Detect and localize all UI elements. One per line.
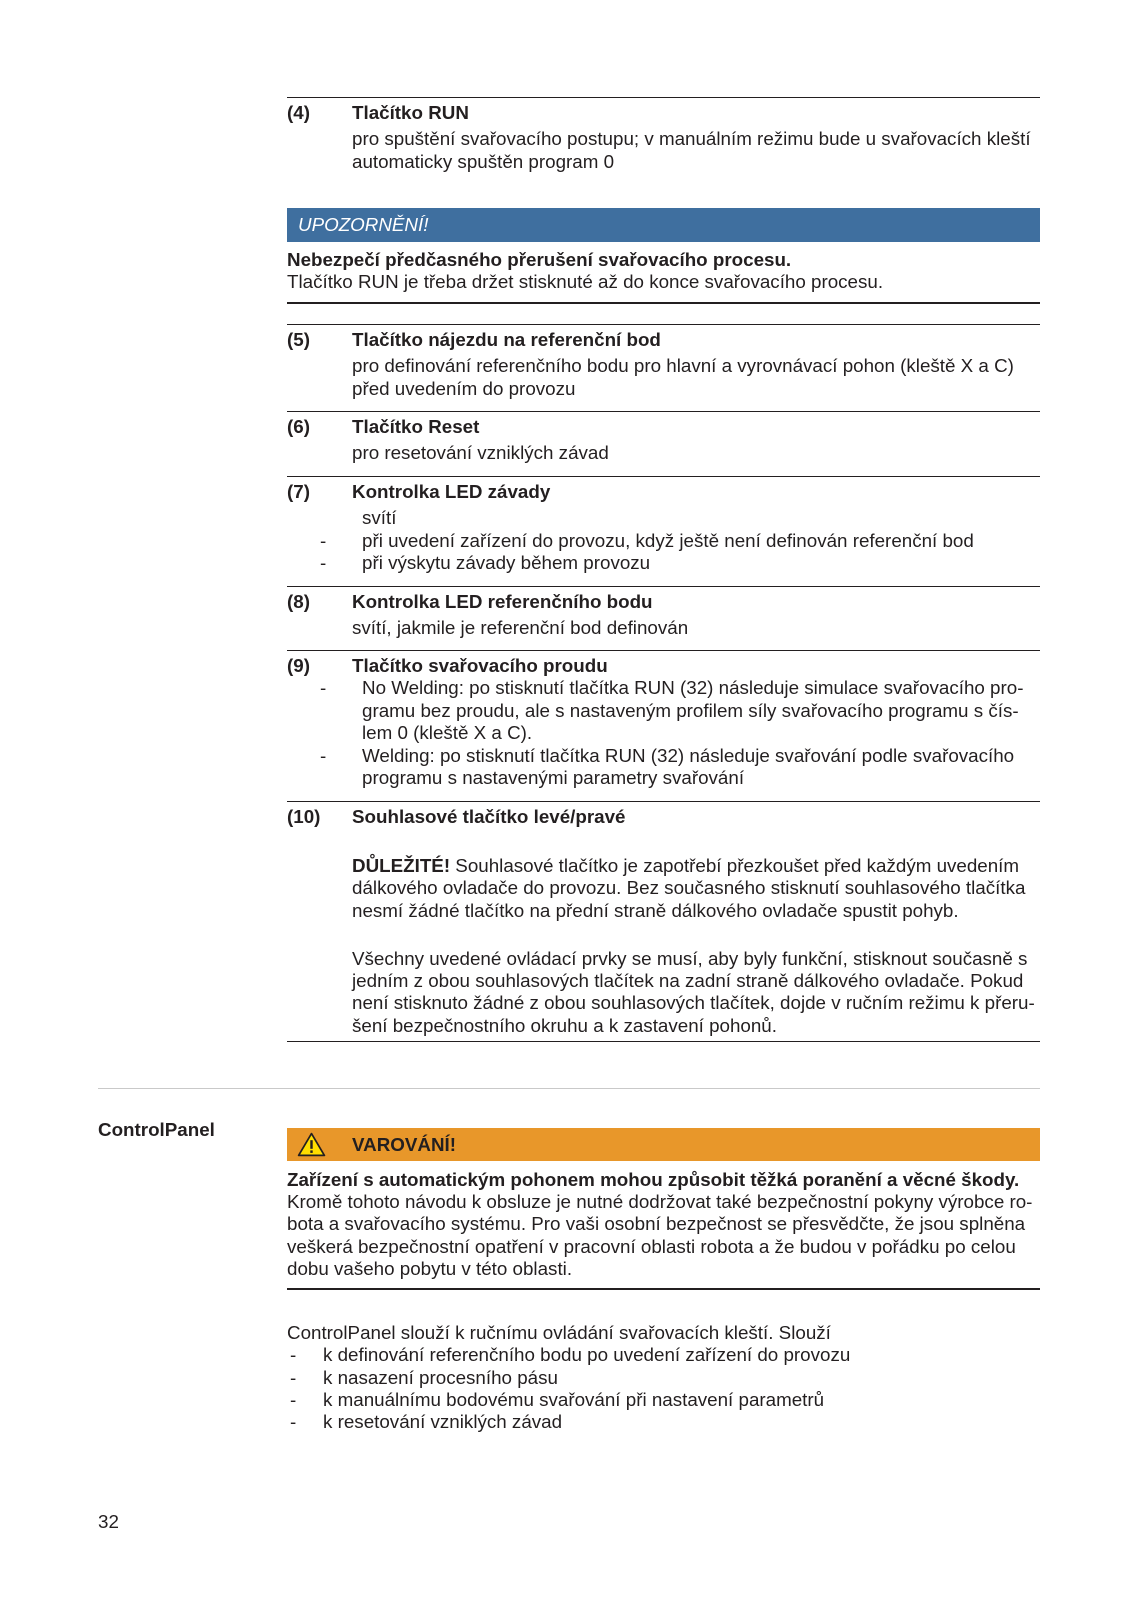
section-title: ControlPanel — [98, 1118, 215, 1140]
important-label: DŮLEŽITÉ! — [352, 854, 451, 876]
list-item-continuation — [287, 700, 1040, 722]
item-number: (4) — [287, 102, 310, 123]
paragraph-line: není stisknuto žádné z obou souhlasových tlačítek, dojde v ručním režimu k přeru- — [352, 992, 1035, 1014]
list-item-text: gramu bez proudu, ale s nastaveným profilem síly svařovacího programu s čís- — [362, 699, 1019, 721]
list-item — [287, 1389, 1040, 1411]
controls-paragraph — [352, 948, 1040, 1038]
paragraph-line: jedním z obou souhlasových tlačítek na zadní straně dálkového ovladače. Pokud — [352, 969, 1024, 991]
control-panel-intro: ControlPanel slouží k ručnímu ovládání svařovacích kleští. Slouží — [287, 1321, 831, 1343]
item-description — [352, 128, 1040, 173]
paragraph-line: Všechny uvedené ovládací prvky se musí, aby byly funkční, stisknout současně s — [352, 947, 1028, 969]
item-number: (6) — [287, 416, 310, 437]
item-title: Kontrolka LED závady — [352, 481, 551, 502]
warning-heading: Zařízení s automatickým pohonem mohou způsobit těžká poranění a věcné škody. — [287, 1169, 1020, 1190]
list-item-text: při uvedení zařízení do provozu, když ještě není definován referenční bod — [362, 529, 974, 551]
item-number: (8) — [287, 591, 310, 612]
list-item — [287, 530, 1040, 552]
list-item-text: k manuálnímu bodovému svařování při nastavení parametrů — [323, 1388, 825, 1410]
list-item-continuation — [287, 722, 1040, 744]
paragraph-line: dálkového ovladače do provozu. Bez současného stisknutí souhlasového tlačítka — [352, 877, 1026, 899]
bullet-marker: - — [320, 677, 327, 699]
item-6 — [287, 411, 1040, 465]
item-title: Tlačítko nájezdu na referenční bod — [352, 329, 661, 350]
warning-text-line: veškerá bezpečnostní opatření v pracovní oblasti robota a že budou v pořádku po celou — [287, 1235, 1016, 1257]
item-10 — [287, 801, 1040, 1037]
bullet-marker: - — [320, 744, 327, 766]
item-title: Souhlasové tlačítko levé/pravé — [352, 806, 626, 827]
paragraph-line — [352, 855, 1040, 877]
item-9 — [287, 650, 1040, 789]
caution-bar — [287, 208, 1040, 242]
description-line: pro definování referenčního bodu pro hlavní a vyrovnávací pohon (kleště X a C) — [352, 355, 1014, 377]
paragraph-text: Souhlasové tlačítko je zapotřebí přezkoušet před každým uvedením — [455, 854, 1020, 876]
caution-text: Tlačítko RUN je třeba držet stisknuté až do konce svařovacího procesu. — [287, 271, 884, 293]
list-item-text: Welding: po stisknutí tlačítka RUN (32) následuje svařování podle svařovacího — [362, 744, 1015, 766]
item-8 — [287, 586, 1040, 640]
control-panel-description — [287, 1322, 1040, 1434]
item-number: (5) — [287, 329, 310, 350]
warning-text-line: dobu vašeho pobytu v této oblasti. — [287, 1257, 573, 1279]
item-number: (7) — [287, 481, 310, 502]
description-line: pro resetování vzniklých závad — [352, 442, 609, 464]
list-item-text: k nasazení procesního pásu — [323, 1366, 558, 1388]
warning-text-line: Kromě tohoto návodu k obsluze je nutné dodržovat také bezpečnostní pokyny výrobce ro- — [287, 1191, 1033, 1213]
item-5 — [287, 324, 1040, 400]
section-divider — [98, 1088, 1040, 1089]
description-line: pro spuštění svařovacího postupu; v manuálním režimu bude u svařovacích kleští — [352, 128, 1031, 150]
item-header — [287, 481, 1040, 503]
list-item — [287, 745, 1040, 767]
list-item-text: No Welding: po stisknutí tlačítka RUN (32) následuje simulace svařovacího pro- — [362, 677, 1024, 699]
paragraph-line: nesmí žádné tlačítko na přední straně dálkového ovladače spustit pohyb. — [352, 899, 959, 921]
item-header — [287, 806, 1040, 828]
item-description — [352, 617, 1040, 639]
list-item-text: programu s nastavenými parametry svařování — [362, 766, 745, 788]
list-item — [287, 1411, 1040, 1433]
description-line: svítí, jakmile je referenční bod definován — [352, 617, 689, 639]
list-item-text: při výskytu závady během provozu — [362, 552, 651, 574]
bullet-marker: - — [290, 1388, 297, 1410]
bullet-marker: - — [290, 1366, 297, 1388]
item-7 — [287, 476, 1040, 575]
warning-text-line: bota a svařovacího systému. Pro vaši osobní bezpečnost se přesvědčte, že jsou splněna — [287, 1213, 1026, 1235]
caution-label: UPOZORNĚNÍ! — [298, 214, 429, 235]
item-title: Kontrolka LED referenčního bodu — [352, 591, 653, 612]
list-item — [287, 677, 1040, 699]
list-item-continuation — [287, 767, 1040, 789]
warning-bar — [287, 1128, 1040, 1161]
list-item — [287, 1367, 1040, 1389]
item-intro: svítí — [362, 507, 397, 529]
item-header — [287, 102, 1040, 124]
item-description — [352, 355, 1040, 400]
warning-body — [287, 1169, 1040, 1280]
bullet-marker: - — [290, 1344, 297, 1366]
warning-triangle-icon — [297, 1132, 326, 1157]
item-header — [287, 329, 1040, 351]
item-list-end-rule — [287, 1041, 1040, 1042]
item-title: Tlačítko Reset — [352, 416, 480, 437]
item-number: (9) — [287, 655, 310, 676]
caution-heading: Nebezpečí předčasného přerušení svařovacího procesu. — [287, 249, 792, 270]
item-header — [287, 416, 1040, 438]
description-line: před uvedením do provozu — [352, 377, 576, 399]
warning-notice — [287, 1128, 1040, 1290]
warning-label: VAROVÁNÍ! — [352, 1134, 456, 1155]
list-item-text: k resetování vzniklých závad — [323, 1411, 563, 1433]
item-number: (10) — [287, 806, 321, 827]
item-description — [352, 442, 1040, 464]
bullet-marker: - — [320, 529, 327, 551]
list-item-text: lem 0 (kleště X a C). — [362, 722, 533, 744]
caution-notice — [287, 208, 1040, 304]
page-number: 32 — [98, 1510, 119, 1532]
item-title: Tlačítko svařovacího proudu — [352, 655, 608, 676]
bullet-marker: - — [320, 552, 327, 574]
item-header — [287, 591, 1040, 613]
important-paragraph — [352, 855, 1040, 922]
item-4 — [287, 97, 1040, 173]
caution-body — [287, 249, 1040, 294]
item-header — [287, 655, 1040, 677]
list-item-text: k definování referenčního bodu po uvedení zařízení do provozu — [323, 1344, 851, 1366]
bullet-marker: - — [290, 1411, 297, 1433]
list-item — [287, 1344, 1040, 1366]
description-line: automaticky spuštěn program 0 — [352, 150, 615, 172]
paragraph-line: šení bezpečnostního okruhu a k zastavení pohonů. — [352, 1014, 777, 1036]
item-title: Tlačítko RUN — [352, 102, 469, 123]
list-item — [287, 552, 1040, 574]
